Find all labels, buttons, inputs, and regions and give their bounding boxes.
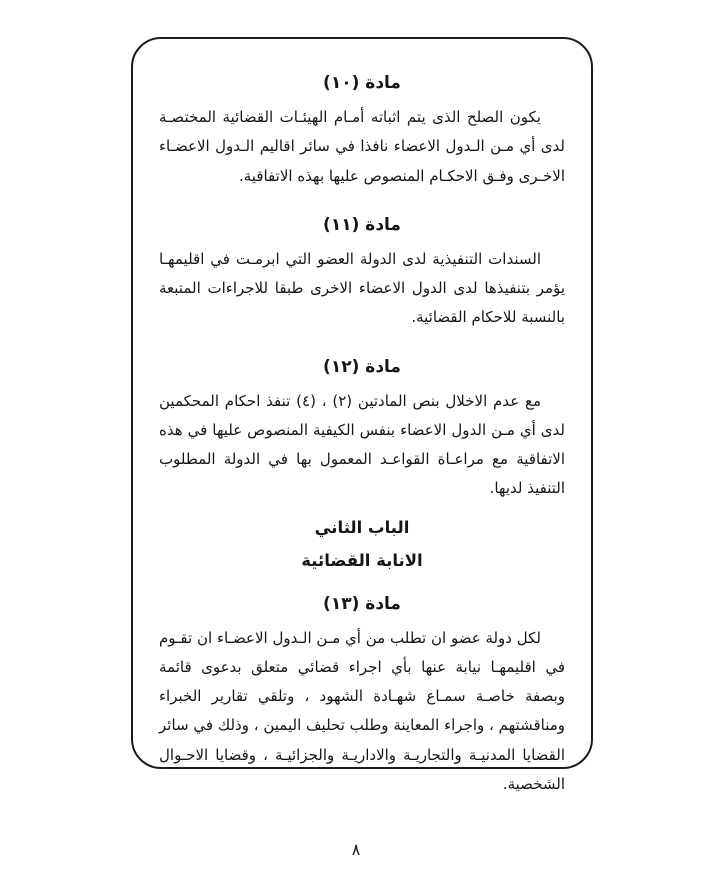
article-11-paragraph: السندات التنفيذية لدى الدولة العضو التي ابرمـت في اقليمهـا يؤمر بتنفيذها لدى الدول الاعضاء الاخرى طبقا للاجراءات المتبعة بالنسبة للاحكام القضائية.	[159, 249, 565, 327]
article-10-heading: مادة (١٠)	[323, 73, 401, 93]
page-border-frame	[131, 37, 593, 793]
article-12-paragraph: مع عدم الاخلال بنص المادتين (٢) ، (٤) تنفذ احكام المحكمين لدى أي مـن الدول الاعضاء بنفس الكيفية المنصوص عليها في هذه الاتفاقية مع مراعـاة القواعـد المعمول بها في الدولة المطلوب التنفيذ لديها.	[159, 391, 565, 498]
article-10-paragraph: يكون الصلح الذى يتم اثباته أمـام الهيئـات القضائية المختصـة لدى أي مـن الـدول الاعضاء نافذا في سائر اقاليم الـدول الاعضـاء الاخـرى وفـق الاحكـام المنصوص عليها بهذه الاتفاقية.	[159, 108, 565, 185]
page-number: ٨	[351, 840, 361, 859]
judicial-delegation-heading: الانابة القضائية	[301, 550, 423, 570]
article-13-heading: مادة (١٣)	[323, 593, 401, 614]
article-13-paragraph: لكل دولة عضو ان تطلب من أي مـن الـدول الاعضـاء ان تقـوم في اقليمهـا نيابة عنها بأي اجراء قضائي متعلق بدعوى قائمة وبصفة خاصـة سمـاع شهـادة الشهود ، وتلقي تقارير الخبراء ومناقشتهم ، واجراء المعاينة وطلب تحليف اليمين ، وذلك في سائر القضايا المدنيـة والتجاريـة والاداريـة والجزائيـة ، وقضايا الاحـوال الشخصية.	[159, 628, 565, 793]
article-11-heading: مادة (١١)	[323, 214, 401, 235]
article-12-heading: مادة (١٢)	[323, 356, 401, 377]
chapter-two-heading: الباب الثاني	[314, 517, 410, 537]
